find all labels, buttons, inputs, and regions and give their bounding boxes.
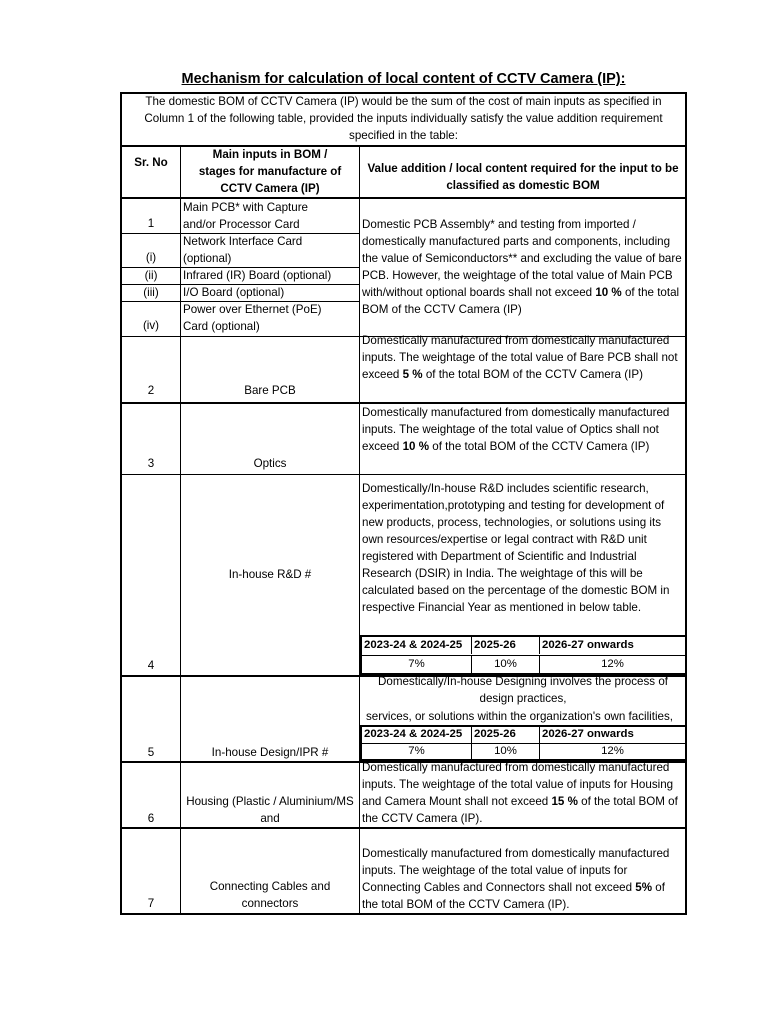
intro-text: The domestic BOM of CCTV Camera (IP) would be the sum of the cost of main inputs as specified in Column 1 of the following table, provided the inputs individually satisfy the value addition requirement specified in the table: bbox=[144, 95, 663, 142]
row5-value-line2: services, or solutions within the organization's own facilities, bbox=[366, 710, 674, 723]
row3-value-limit: 10 % bbox=[402, 440, 430, 453]
row5-pct-3: 12% bbox=[539, 743, 685, 760]
header-main-inputs: Main inputs in BOM / stages for manufacture of CCTV Camera (IP) bbox=[198, 148, 342, 195]
divider bbox=[120, 474, 687, 475]
row2-input: Bare PCB bbox=[244, 384, 296, 397]
row1-input: Main PCB* with Capture and/or Processor Card bbox=[183, 201, 309, 231]
row1-iv-no: (iv) bbox=[142, 319, 160, 332]
row7-input: Connecting Cables and connectors bbox=[209, 880, 331, 910]
row5-year-1: 2023-24 & 2024-25 bbox=[364, 728, 463, 740]
row4-pct-2: 10% bbox=[471, 656, 539, 673]
row1-iii-no: (iii) bbox=[143, 286, 159, 299]
header-sr-no bbox=[122, 146, 180, 198]
row4-year-3: 2026-27 onwards bbox=[539, 637, 685, 654]
row2-value-text: Domestically manufactured from domestically manufactured inputs. The weightage of the total value of Bare PCB shall not exceed bbox=[362, 334, 678, 381]
row3-value-tail: of the total BOM of the CCTV Camera (IP) bbox=[429, 440, 650, 453]
row4-input: In-house R&D # bbox=[228, 568, 312, 581]
row4-year-2: 2025-26 bbox=[471, 637, 539, 654]
row5-input: In-house Design/IPR # bbox=[211, 746, 329, 759]
row5-year-table bbox=[360, 725, 687, 761]
row3-input: Optics bbox=[253, 457, 287, 470]
row6-value bbox=[360, 759, 686, 827]
row7-value-limit: 5% bbox=[635, 881, 653, 894]
row3-value bbox=[360, 404, 686, 473]
row5-value-line1: Domestically/In-house Designing involves the process of design practices, bbox=[378, 675, 668, 705]
row4-no: 4 bbox=[147, 659, 155, 672]
row4-pct-3: 12% bbox=[539, 656, 685, 673]
row2-no: 2 bbox=[147, 384, 155, 397]
row5-year-2: 2025-26 bbox=[471, 726, 539, 743]
row1-ii-input: Infrared (IR) Board (optional) bbox=[183, 269, 332, 282]
row4-pct-row bbox=[362, 656, 685, 673]
row1-value-limit: 10 % bbox=[595, 286, 622, 299]
row6-no: 6 bbox=[147, 812, 155, 825]
row5-no: 5 bbox=[147, 746, 155, 759]
divider bbox=[120, 827, 687, 829]
row4-pct-1: 7% bbox=[408, 658, 425, 670]
row2-value bbox=[360, 332, 686, 401]
row1-i-no: (i) bbox=[145, 251, 157, 264]
row4-year-table bbox=[360, 635, 687, 675]
row5-pct-1: 7% bbox=[408, 745, 425, 757]
row1-ii-no: (ii) bbox=[144, 269, 158, 282]
row5-pct-row bbox=[362, 743, 685, 760]
row6-value-limit: 15 % bbox=[551, 795, 578, 808]
row1-value bbox=[360, 216, 686, 318]
row6-input: Housing (Plastic / Aluminium/MS and bbox=[186, 795, 354, 825]
row1-iv-input: Power over Ethernet (PoE) Card (optional) bbox=[183, 303, 322, 333]
row6-value-tail: of the total BOM of the CCTV Camera (IP). bbox=[362, 795, 678, 825]
row4-year-1: 2023-24 & 2024-25 bbox=[364, 639, 463, 651]
row1-no: 1 bbox=[147, 217, 155, 230]
row5-pct-2: 10% bbox=[471, 743, 539, 760]
row5-year-row bbox=[362, 726, 685, 743]
row3-value-text: Domestically manufactured from domestically manufactured inputs. The weightage of the total value of Optics shall not exceed bbox=[362, 406, 670, 453]
row7-no: 7 bbox=[147, 897, 155, 910]
row1-iii-input: I/O Board (optional) bbox=[183, 286, 285, 299]
row2-value-limit: 5 % bbox=[402, 368, 423, 381]
row4-value: Domestically/In-house R&D includes scientific research, experimentation,prototyping and testing for development of new products, process, technologies, or solutions using its own resources/expertise or legal contract with R&D unit registered with Department of Scientific and Industrial Research (DSIR) in India. The weightage of this will be calculated based on the percentage of the domestic BOM in respective Financial Year as mentioned in below table. bbox=[362, 482, 670, 614]
row7-value-text: Domestically manufactured from domestically manufactured inputs. The weightage of the total value of inputs for Connecting Cables and Connectors shall not exceed bbox=[362, 847, 670, 894]
row1-i-input: Network Interface Card (optional) bbox=[183, 235, 303, 265]
row7-value bbox=[360, 845, 686, 913]
row3-no: 3 bbox=[147, 457, 155, 470]
row2-value-tail: of the total BOM of the CCTV Camera (IP) bbox=[422, 368, 643, 381]
header-value-addition: Value addition / local content required for the input to be classified as domestic BOM bbox=[367, 162, 679, 192]
row1-value-text: Domestic PCB Assembly* and testing from imported / domestically manufactured parts and components, including the value of Semiconductors** and excluding the value of bare PCB. However, the weightage of the total value of Main PCB with/without optional boards shall not exceed bbox=[362, 218, 682, 299]
page-title: Mechanism for calculation of local content of CCTV Camera (IP): bbox=[181, 71, 626, 87]
row7-value-tail: of the total BOM of the CCTV Camera (IP). bbox=[362, 881, 665, 911]
row1-value-tail: of the total BOM of the CCTV Camera (IP) bbox=[362, 286, 680, 316]
row6-value-text: Domestically manufactured from domestically manufactured inputs. The weightage of the total value of inputs for Housing and Camera Mount shall not exceed bbox=[362, 761, 674, 808]
row4-year-row bbox=[362, 637, 685, 654]
row5-year-3: 2026-27 onwards bbox=[539, 726, 685, 743]
header-sr-label: Sr. No bbox=[134, 156, 168, 169]
